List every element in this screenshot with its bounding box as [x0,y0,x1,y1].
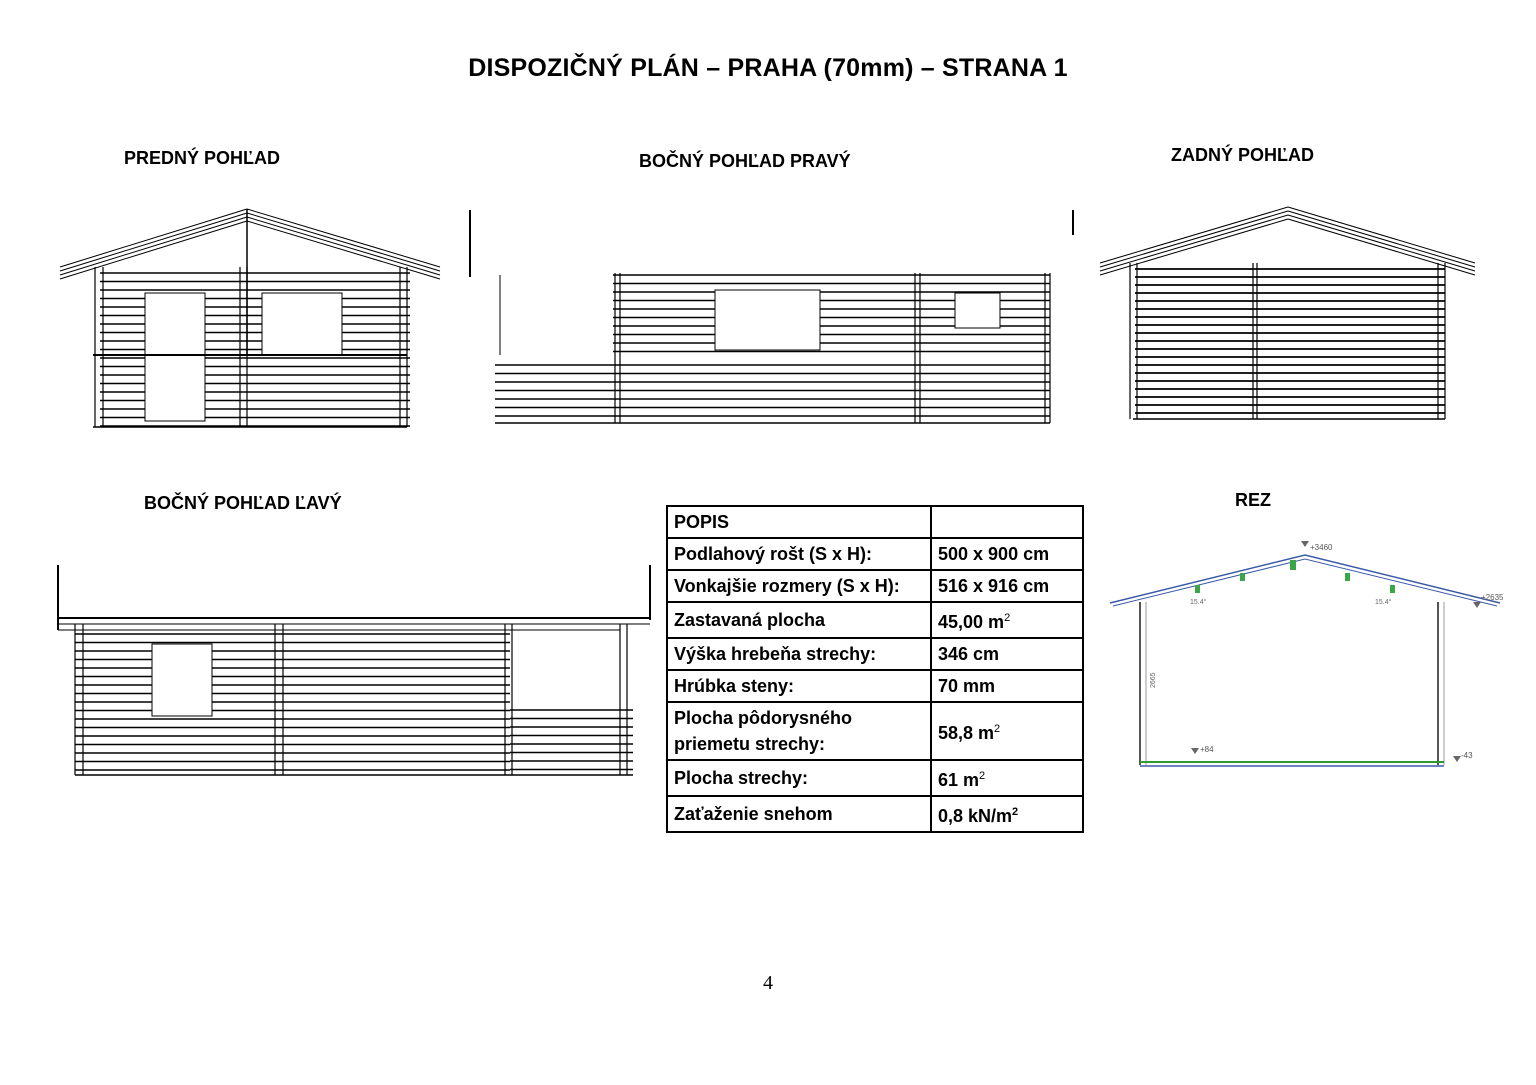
ridge-marker-icon [1301,541,1309,547]
ground-elevation-text: -43 [1461,751,1473,760]
spec-row [667,760,1083,796]
spec-value: 346 cm [931,638,1083,670]
page-title: DISPOZIČNÝ PLÁN – PRAHA (70mm) – STRANA 1 [468,54,1068,82]
back-view-label: ZADNÝ POHĽAD [1171,145,1314,165]
section-drawing [1105,540,1505,775]
spec-label: Zaťaženie snehom [667,796,931,832]
spec-row [667,702,1083,760]
spec-value: 516 x 916 cm [931,570,1083,602]
front-view-label: PREDNÝ POHĽAD [124,148,281,168]
spec-value: 58,8 $m^2$ [931,702,1083,760]
spec-label: Hrúbka steny: [667,670,931,702]
ground-marker-icon [1453,756,1461,762]
spec-value: 45,00 $m^2$ [931,602,1083,638]
spec-row [667,570,1083,602]
side-left-elevation-drawing [55,560,655,785]
spec-row [667,538,1083,570]
page-number: 4 [763,972,773,994]
spec-label: Plocha strechy: [667,760,931,796]
spec-row [667,796,1083,832]
side-left-view-label: BOČNÝ POHĽAD ĽAVÝ [144,493,342,513]
wall-height-text: 2665 [1150,672,1157,688]
spec-label: Podlahový rošt (S x H): [667,538,931,570]
spec-row [667,638,1083,670]
spec-row [667,602,1083,638]
section-view-label: REZ [1235,490,1271,510]
floor-elevation-text: +84 [1200,745,1214,754]
spec-label: Plocha pôdorysného priemetu strechy: [667,702,931,760]
slope-left-text: 15.4° [1190,599,1207,606]
eave-marker-icon [1473,602,1481,608]
back-elevation-drawing [1095,203,1485,433]
spec-value: 0,8 $kN/m^2$ [931,796,1083,832]
front-elevation-drawing [55,205,450,435]
spec-header-cell: POPIS [667,506,931,538]
spec-value: 61 $m^2$ [931,760,1083,796]
spec-row [667,670,1083,702]
eave-elevation-text: +2635 [1481,593,1504,602]
spec-value: 500 x 900 cm [931,538,1083,570]
spec-label: Zastavaná plocha [667,602,931,638]
spec-table [666,505,1084,833]
spec-label: Vonkajšie rozmery (S x H): [667,570,931,602]
spec-header-row [667,506,1083,538]
ridge-elevation-text: +3460 [1310,543,1333,552]
side-right-elevation-drawing [465,205,1080,435]
slope-right-text: 15.4° [1375,599,1392,606]
floor-marker-icon [1191,748,1199,754]
spec-label: Výška hrebeňa strechy: [667,638,931,670]
spec-header-empty-cell [931,506,1083,538]
spec-value: 70 mm [931,670,1083,702]
side-right-view-label: BOČNÝ POHĽAD PRAVÝ [639,151,851,171]
